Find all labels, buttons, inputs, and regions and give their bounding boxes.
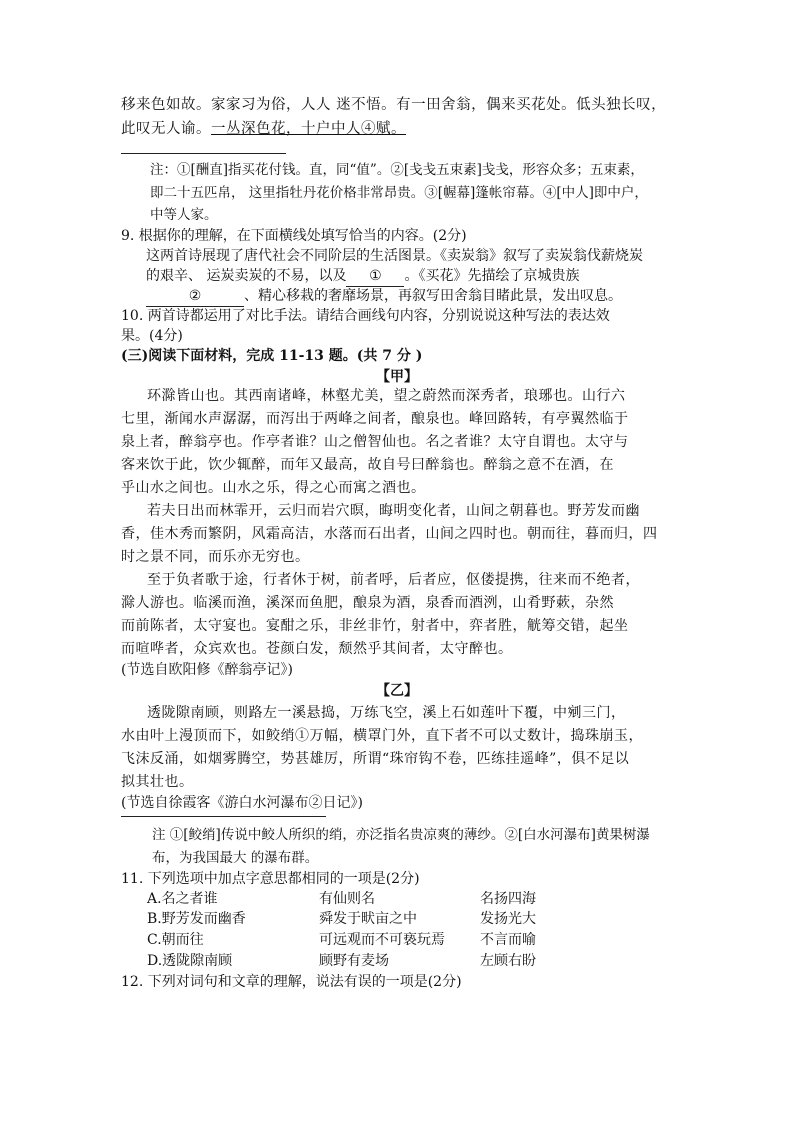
- question-9-line-3: [146, 286, 622, 307]
- question-11-stem: 11. 下列选项中加点字意思都相同的一项是(2分): [121, 871, 420, 887]
- jia-line: 泉上者，醉翁亭也。作亭者谁？山之僧智仙也。名之者谁？太守自谓也。太守与: [121, 434, 629, 450]
- jia-line: 乎山水之间也。山水之乐，得之心而寓之酒也。: [121, 480, 426, 496]
- option-b-2: 舜发于畎亩之中: [319, 911, 417, 927]
- poem-line-2-plain: 此叹无人谕。: [121, 121, 211, 137]
- jia-line: 而喧哗者，众宾欢也。苍颜白发，颓然乎其间者，太守醉也。: [121, 641, 513, 657]
- jia-line: 至于负者歌于途，行者休于树，前者呼，后者应，伛偻提携，往来而不绝者，: [147, 572, 640, 588]
- jia-line: 而前陈者，太守宴也。宴酣之乐，非丝非竹，射者中，弈者胜，觥筹交错，起坐: [121, 618, 629, 634]
- option-b-3: 发扬光大: [480, 911, 536, 927]
- footnote-divider: [121, 153, 286, 154]
- poem-line-1: 移来色如故。家家习为俗，人人 迷不悟。有一田舍翁，偶来买花处。低头独长叹，: [121, 97, 667, 113]
- option-a-1[interactable]: A.名之者谁: [147, 891, 218, 907]
- option-a-2: 有仙则名: [319, 891, 375, 907]
- option-b-1[interactable]: B.野芳发而幽香: [147, 911, 246, 927]
- yi-note-2: 布，为我国最大 的瀑布群。: [152, 850, 319, 866]
- option-d-3: 左顾右盼: [480, 953, 536, 969]
- yi-line: 拟其壮也。: [121, 774, 194, 790]
- poem-line-2: [121, 119, 406, 139]
- question-9-line-2-b: 。《买花》先描绘了京城贵族: [404, 268, 580, 284]
- option-d-2: 顾野有麦场: [319, 953, 389, 969]
- yi-line: 飞沫反涌，如烟雾腾空，势甚雄厉，所谓“珠帘钩不卷，匹练挂遥峰”，俱不足以: [121, 751, 630, 767]
- jia-line: 环滁皆山也。其西南诸峰，林壑尤美，望之蔚然而深秀者，琅琊也。山行六: [147, 388, 626, 404]
- jia-line: 时之景不同，而乐亦无穷也。: [121, 549, 310, 565]
- option-c-1[interactable]: C.朝而往: [147, 932, 204, 948]
- jia-line: 若夫日出而林霏开，云归而岩穴暝，晦明变化者，山间之朝暮也。野芳发而幽: [147, 503, 640, 519]
- passage-yi-title: 【乙】: [376, 683, 418, 699]
- question-10-line-1: 10. 两首诗都运用了对比手法。请结合画线句内容，分别说说这种写法的表达效: [121, 308, 610, 324]
- underlined-sentence: 一丛深色花，十户中人④赋。: [211, 121, 406, 137]
- jia-line: 香，佳木秀而繁阴，风霜高洁，水落而石出者，山间之四时也。朝而往，暮而归，四: [121, 526, 658, 542]
- question-9-line-3-b: 、精心移栽的奢靡场景，再叙写田舍翁目睹此景，发出叹息。: [244, 288, 622, 304]
- poem-note-2: 即二十五匹帛， 这里指牡丹花价格非常昂贵。③[幄幕]篷帐帘幕。④[中人]即中户，: [150, 185, 648, 201]
- jia-line: 七里，渐闻水声潺潺，而泻出于两峰之间者，酿泉也。峰回路转，有亭翼然临于: [121, 411, 629, 427]
- question-9-line-2-a: 的艰辛、 运炭卖炭的不易，以及: [146, 268, 347, 284]
- yi-line: 水由叶上漫顶而下，如鲛绡①万幅，横罩门外，直下者不可以丈数计，捣珠崩玉，: [121, 728, 643, 744]
- jia-line: 滁人游也。临溪而渔，溪深而鱼肥，酿泉为酒，泉香而酒洌，山肴野蔌，杂然: [121, 595, 614, 611]
- footnote-divider-2: [121, 816, 326, 817]
- option-c-2: 可远观而不可亵玩焉: [319, 932, 445, 948]
- poem-note-3: 中等人家。: [150, 207, 218, 223]
- answer-blank-2[interactable]: ②: [146, 286, 244, 307]
- passage-jia-source: (节选自欧阳修《醉翁亭记》): [121, 662, 293, 678]
- poem-note-1: 注：①[酬直]指买花付钱。直，同“值”。②[戋戋五束素]戋戋，形容众多；五束素，: [150, 162, 644, 178]
- option-d-1[interactable]: D.透陇隙南顾: [147, 953, 233, 969]
- question-9-line-1: 这两首诗展现了唐代社会不同阶层的生活图景。《卖炭翁》叙写了卖炭翁伐薪烧炭: [146, 248, 643, 264]
- answer-blank-1[interactable]: ①: [346, 266, 404, 287]
- yi-note-1: 注 ①[鲛绡]传说中鲛人所织的绡，亦泛指名贵凉爽的薄纱。②[白水河瀑布]黄果树瀑: [152, 827, 650, 843]
- option-c-3: 不言而喻: [480, 932, 536, 948]
- option-a-3: 名扬四海: [480, 891, 536, 907]
- question-9-line-2: [146, 266, 579, 287]
- passage-yi-source: (节选自徐霞客《游白水河瀑布②日记》): [121, 795, 363, 811]
- yi-line: 透陇隙南顾，则路左一溪悬捣，万练飞空，溪上石如莲叶下覆，中剜三门，: [147, 705, 626, 721]
- jia-line: 客来饮于此，饮少辄醉，而年又最高，故自号曰醉翁也。醉翁之意不在酒，在: [121, 457, 614, 473]
- question-12-stem: 12. 下列对词句和文章的理解，说法有误的一项是(2分): [121, 974, 462, 990]
- question-10-line-2: 果。(4分): [121, 328, 183, 344]
- question-9-stem: 9. 根据你的理解，在下面横线处填写恰当的内容。(2分): [121, 228, 467, 244]
- passage-jia-title: 【甲】: [376, 369, 418, 385]
- section-3-title: (三)阅读下面材料，完成 11-13 题。(共 7 分 ): [121, 348, 423, 364]
